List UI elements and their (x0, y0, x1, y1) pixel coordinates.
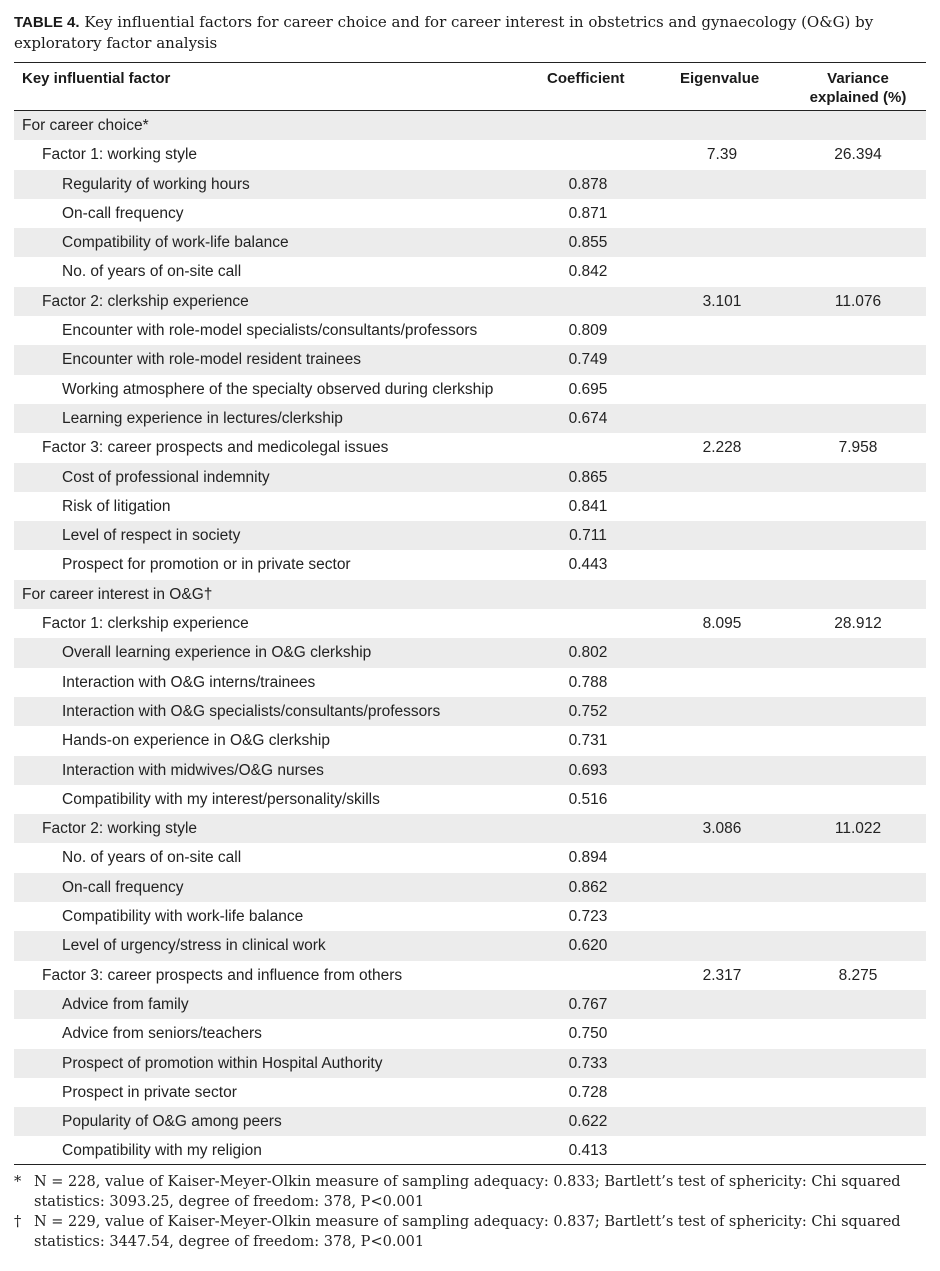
table-row (14, 990, 926, 1019)
row-label: For career choice* (22, 117, 149, 134)
table-row (14, 638, 926, 667)
row-label: Risk of litigation (62, 497, 171, 515)
table-row (14, 931, 926, 960)
row-eigenvalue: 3.086 (702, 820, 742, 838)
header-factor: Key influential factor (22, 70, 171, 87)
row-label: No. of years of on-site call (62, 849, 242, 867)
row-eigenvalue: 3.101 (702, 292, 742, 310)
row-label: Compatibility with work-life balance (62, 908, 304, 926)
table-body (14, 111, 926, 1166)
table-row (14, 668, 926, 697)
footnote-1-text: N = 228, value of Kaiser-Meyer-Olkin measure of sampling adequacy: 0.833; Bartlett’s test of sphericity: Chi squared statistics: 3093.25, degree of freedom: 378, P<0.001 (34, 1174, 901, 1210)
footnote-1-mark: * (14, 1174, 22, 1190)
row-label: Regularity of working hours (62, 175, 250, 193)
header-coefficient: Coefficient (547, 70, 625, 87)
row-label: Prospect of promotion within Hospital Authority (62, 1054, 383, 1072)
row-coefficient: 0.674 (568, 409, 608, 427)
row-coefficient: 0.620 (568, 937, 608, 955)
row-coefficient: 0.855 (568, 234, 608, 252)
row-label: Factor 1: clerkship experience (42, 615, 249, 633)
row-coefficient: 0.711 (569, 527, 607, 545)
row-label: For career interest in O&G† (22, 585, 213, 603)
row-coefficient: 0.788 (568, 673, 608, 691)
row-variance: 26.394 (834, 146, 882, 164)
table-row (14, 1049, 926, 1078)
table-row (14, 843, 926, 872)
row-label: Working atmosphere of the specialty observed during clerkship (62, 380, 494, 398)
row-coefficient: 0.767 (568, 995, 608, 1013)
footnote-2-mark: † (14, 1214, 22, 1230)
row-coefficient: 0.443 (568, 556, 608, 574)
row-label: Factor 1: working style (42, 146, 198, 164)
row-label: Popularity of O&G among peers (62, 1113, 282, 1131)
row-coefficient: 0.865 (568, 468, 608, 486)
table-row (14, 1136, 926, 1165)
table-bottom-rule (14, 1164, 926, 1165)
row-label: Advice from seniors/teachers (62, 1025, 262, 1043)
table-row (14, 726, 926, 755)
row-label: Compatibility with my interest/personality/skills (62, 790, 380, 808)
header-eigenvalue: Eigenvalue (680, 70, 760, 87)
row-coefficient: 0.802 (568, 644, 608, 662)
row-label: Factor 2: clerkship experience (42, 292, 249, 310)
table-row (14, 814, 926, 843)
row-eigenvalue: 7.39 (706, 146, 738, 164)
row-coefficient: 0.622 (568, 1113, 608, 1131)
table-row (14, 404, 926, 433)
row-coefficient: 0.752 (568, 702, 608, 720)
row-label: Encounter with role-model specialists/consultants/professors (62, 322, 478, 340)
row-label: Factor 3: career prospects and influence from others (42, 966, 403, 984)
row-coefficient: 0.809 (568, 322, 608, 340)
footnote-1 (14, 1172, 914, 1212)
table-caption-label: TABLE 4. (14, 14, 80, 31)
row-label: Factor 3: career prospects and medicolegal issues (42, 439, 389, 457)
table-row (14, 550, 926, 579)
footnote-2-text: N = 229, value of Kaiser-Meyer-Olkin measure of sampling adequacy: 0.837; Bartlett’s test of sphericity: Chi squared statistics: 3447.54, degree of freedom: 378, P<0.001 (34, 1214, 901, 1250)
table-row (14, 199, 926, 228)
header-variance-line2: explained (%) (809, 89, 907, 106)
table-row (14, 521, 926, 550)
row-coefficient: 0.693 (568, 761, 608, 779)
row-label: Interaction with O&G specialists/consultants/professors (62, 702, 441, 720)
footnote-2 (14, 1212, 914, 1252)
table-row (14, 287, 926, 316)
table-row (14, 961, 926, 990)
row-coefficient: 0.749 (568, 351, 608, 369)
row-variance: 7.958 (838, 439, 878, 457)
table-row (14, 902, 926, 931)
row-label: Encounter with role-model resident trainees (62, 351, 361, 369)
row-label: No. of years of on-site call (62, 263, 242, 281)
row-label: On-call frequency (62, 878, 184, 896)
row-coefficient: 0.894 (568, 849, 608, 867)
row-variance: 28.912 (834, 615, 882, 633)
row-label: Factor 2: working style (42, 820, 198, 838)
table-row (14, 492, 926, 521)
table-caption-text: Key influential factors for career choice and for career interest in obstetrics and gynaecology (O&G) by exploratory factor analysis (14, 13, 874, 52)
row-coefficient: 0.733 (568, 1054, 608, 1072)
row-eigenvalue: 8.095 (702, 615, 742, 633)
row-label: Compatibility of work-life balance (62, 234, 289, 252)
row-label: On-call frequency (62, 204, 184, 222)
row-variance: 8.275 (838, 966, 878, 984)
row-label: Prospect in private sector (62, 1083, 237, 1101)
table-row (14, 1019, 926, 1048)
table-caption (14, 12, 914, 53)
row-label: Interaction with O&G interns/trainees (62, 673, 316, 691)
row-variance: 11.076 (834, 292, 882, 310)
row-coefficient: 0.728 (568, 1083, 608, 1101)
table-row (14, 697, 926, 726)
header-variance-line1: Variance (827, 70, 889, 87)
row-label: Compatibility with my religion (62, 1142, 262, 1160)
row-coefficient: 0.723 (568, 908, 608, 926)
row-label: Overall learning experience in O&G clerkship (62, 644, 372, 662)
table-row (14, 433, 926, 462)
table-row (14, 375, 926, 404)
row-coefficient: 0.516 (568, 790, 608, 808)
row-coefficient: 0.871 (568, 204, 608, 222)
table-row (14, 111, 926, 140)
table-row (14, 345, 926, 374)
table-row (14, 580, 926, 609)
table-row (14, 463, 926, 492)
row-coefficient: 0.878 (568, 175, 608, 193)
table-row (14, 785, 926, 814)
footnotes (14, 1172, 914, 1252)
row-label: Learning experience in lectures/clerkship (62, 409, 343, 427)
row-eigenvalue: 2.228 (702, 439, 742, 457)
row-coefficient: 0.413 (568, 1142, 608, 1160)
table-top-rule (14, 62, 926, 63)
table-row (14, 756, 926, 785)
row-label: Level of urgency/stress in clinical work (62, 937, 326, 955)
row-coefficient: 0.841 (568, 497, 608, 515)
table-row (14, 1107, 926, 1136)
row-variance: 11.022 (834, 820, 882, 838)
row-coefficient: 0.750 (568, 1025, 608, 1043)
row-eigenvalue: 2.317 (702, 966, 742, 984)
row-label: Cost of professional indemnity (62, 468, 270, 486)
table-row (14, 170, 926, 199)
row-label: Interaction with midwives/O&G nurses (62, 761, 324, 779)
row-coefficient: 0.731 (568, 732, 608, 750)
table-row (14, 257, 926, 286)
table-row (14, 228, 926, 257)
row-label: Level of respect in society (62, 527, 241, 545)
row-label: Prospect for promotion or in private sector (62, 556, 351, 574)
table-row (14, 316, 926, 345)
row-coefficient: 0.695 (568, 380, 608, 398)
row-label: Hands-on experience in O&G clerkship (62, 732, 330, 750)
table-row (14, 140, 926, 169)
table-row (14, 873, 926, 902)
row-coefficient: 0.862 (568, 878, 608, 896)
row-label: Advice from family (62, 995, 189, 1013)
row-coefficient: 0.842 (568, 263, 608, 281)
header-variance (804, 69, 912, 107)
table-row (14, 1078, 926, 1107)
table-row (14, 609, 926, 638)
